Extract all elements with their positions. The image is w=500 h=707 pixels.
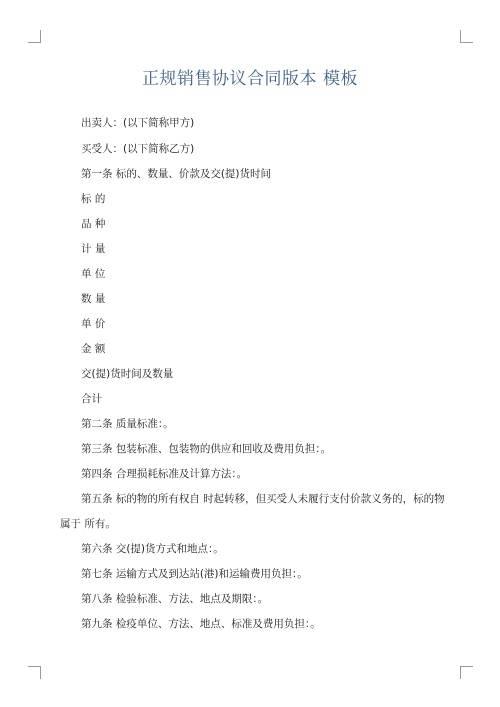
field-total: 合计	[81, 393, 102, 405]
crop-mark-bottom-right	[460, 666, 473, 679]
crop-mark-top-left	[28, 30, 41, 43]
clause-7: 第七条 运输方式及到达站(港)和运输费用负担：。	[81, 568, 308, 580]
buyer-line: 买受人：(以下简称乙方)	[81, 143, 195, 155]
field-delivery-time: 交(提)货时间及数量	[81, 368, 174, 380]
clause-5: 第五条 标的物的所有权自 时起转移，但买受人未履行支付价款义务的，标的物	[81, 493, 445, 505]
clause-9: 第九条 检疫单位、方法、地点、标准及费用负担：。	[81, 618, 321, 630]
clause-8: 第八条 检验标准、方法、地点及期限：。	[81, 593, 269, 605]
seller-line: 出卖人：(以下简称甲方)	[81, 117, 195, 129]
clause-6: 第六条 交(提)货方式和地点：。	[81, 543, 224, 555]
clause-4: 第四条 合理损耗标准及计算方法：。	[81, 468, 248, 480]
document-title: 正规销售协议合同版本 模板	[142, 69, 358, 89]
clause-3: 第三条 包装标准、包装物的供应和回收及费用负担：。	[81, 443, 332, 455]
field-unit-price: 单 价	[81, 318, 106, 330]
crop-mark-bottom-left	[28, 666, 41, 679]
field-quantity: 数 量	[81, 293, 106, 305]
clause-2: 第二条 质量标准：。	[81, 418, 174, 430]
field-measure: 计 量	[81, 243, 106, 255]
field-subject: 标 的	[81, 193, 106, 205]
field-variety: 品 种	[81, 218, 106, 230]
crop-mark-top-right	[460, 30, 473, 43]
clause-5-continued: 属于 所有。	[60, 518, 116, 530]
clause-1: 第一条 标的、数量、价款及交(提)货时间	[81, 168, 272, 180]
field-amount: 金 额	[81, 343, 106, 355]
field-unit: 单 位	[81, 268, 106, 280]
